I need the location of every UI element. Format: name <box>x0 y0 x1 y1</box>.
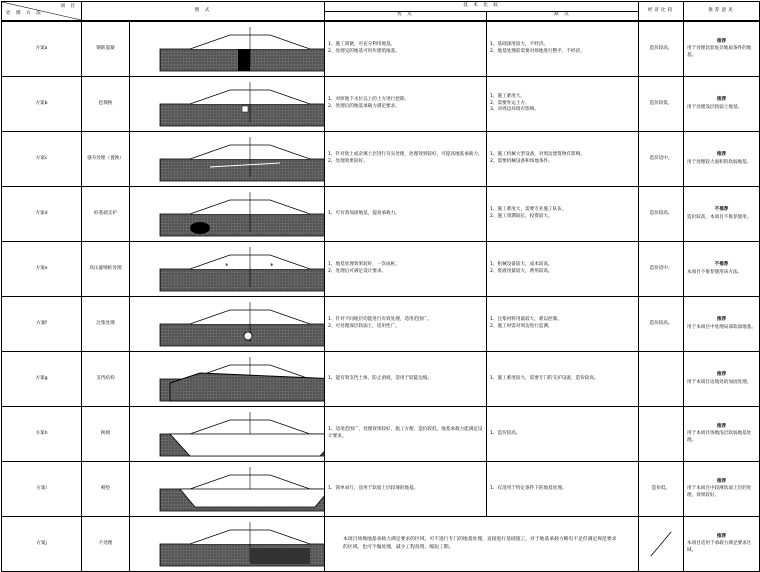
disadvantages-cell <box>487 407 639 462</box>
recommend-cell <box>684 407 760 462</box>
disadvantage-item: 2、需要外运土方。 <box>490 100 530 106</box>
advantages-cell <box>325 407 487 462</box>
recommend-verdict: 推荐 <box>716 96 727 102</box>
econ-cell: 造价低。 <box>639 462 684 517</box>
recommend-cell <box>684 187 760 242</box>
advantage-item: 2、处理完的地基可用作建筑地基。 <box>328 49 400 54</box>
disadvantage-item: 1、施工难度大，需要专业施工队伍。 <box>490 207 567 213</box>
recommend-cell <box>684 517 760 572</box>
recommend-verdict: 推荐 <box>716 316 727 322</box>
method-name: 钢筋混凝 <box>82 22 130 77</box>
disadvantages-cell <box>487 297 639 352</box>
recommend-cell <box>684 77 760 132</box>
econ-cell: 造价适中。 <box>639 132 684 187</box>
merged-eval-cell: 本项目场地地基承载力满足要求的区域，可不进行专门的地基处理，直接进行基础施工。对于地基承载力略有不足但满足规范要求的区域，也可不做处理，减少工程投资，缩短工期。 <box>325 517 639 572</box>
recommend-verdict: 推荐 <box>716 38 727 44</box>
recommend-cell <box>684 462 760 517</box>
recommend-note: 用于处理较大面积的软弱地基。 <box>687 159 752 165</box>
table-row <box>2 407 760 462</box>
advantage-item: 1、施工简便，可充分利用地基。 <box>328 42 396 48</box>
disadvantage-item: 2、施工时需对周边进行监测。 <box>490 324 553 329</box>
scheme-id: 方案e <box>2 242 82 297</box>
advantage-item: 2、处理后的地基承载力满足要求。 <box>328 104 400 109</box>
scheme-sketch-image <box>130 188 325 240</box>
recommend-cell <box>684 242 760 297</box>
table-row <box>2 242 760 297</box>
recommend-header: 推荐意见 <box>684 2 760 21</box>
recommend-cell <box>684 297 760 352</box>
sketch-cell <box>130 352 325 407</box>
disadvantage-item: 1、施工难度较大，需要专门的支护设备，造价较高。 <box>490 375 599 381</box>
method-name: 褥垫 <box>82 462 130 517</box>
disadvantage-item: 2、需要机械设备和场地条件。 <box>490 159 553 164</box>
method-name: 不处理 <box>82 517 130 572</box>
method-name: 支挡结构 <box>82 352 130 407</box>
corner-bottom-label: 处 理 方 法 <box>6 11 43 17</box>
comparison-table <box>1 1 760 21</box>
recommend-cell <box>684 352 760 407</box>
tech-eval-header: 技 术 比 较 <box>325 2 639 12</box>
method-name: 桩基础支护 <box>82 187 130 242</box>
disadvantage-item: 1、注浆材料用量较大，难以控制。 <box>490 317 562 323</box>
table-row <box>2 462 760 517</box>
table-row <box>2 352 760 407</box>
sketch-cell <box>130 242 325 297</box>
recommend-note: 用于处理浅层软弱土地基。 <box>687 104 743 110</box>
table-row <box>2 132 760 187</box>
recommend-verdict: 推荐 <box>716 151 727 157</box>
advantage-item: 1、简单易行，适用于软弱土层较薄的地基。 <box>328 485 419 491</box>
econ-cell <box>639 407 684 462</box>
method-name: 高压旋喷桩处理 <box>82 242 130 297</box>
disadvantage-item: 1、造价较高。 <box>490 430 521 436</box>
sketch-cell <box>130 517 325 572</box>
recommend-note: 本项目不推荐使用该方法。 <box>687 269 743 275</box>
sketch-cell <box>130 187 325 242</box>
slash-mark <box>639 517 683 571</box>
recommend-note: 本项目适用于承载力满足要求区域。 <box>687 541 752 553</box>
disadvantage-item: 2、施工周期较长，投资较大。 <box>490 214 553 219</box>
advantages-cell <box>325 187 487 242</box>
scheme-sketch-image <box>130 518 325 570</box>
scheme-id: 方案c <box>2 132 82 187</box>
disadvantage-item: 1、基础深度较大，不经济。 <box>490 42 549 48</box>
econ-cell: 造价较高。 <box>639 297 684 352</box>
table-row <box>2 187 760 242</box>
sketch-cell <box>130 77 325 132</box>
scheme-sketch-image <box>130 298 325 350</box>
scheme-id: 方案f <box>2 297 82 352</box>
recommend-verdict: 推荐 <box>716 478 727 484</box>
scheme-sketch-image <box>130 133 325 185</box>
advantage-item: 1、针对软土或杂填土层进行夯实处理，处理效果较好，可提高地基承载力。 <box>328 152 483 158</box>
disadvantage-item: 3、对周边环境有影响。 <box>490 107 539 113</box>
method-name: 强夯处理（置换） <box>82 132 130 187</box>
advantages-cell <box>325 352 487 407</box>
disadvantage-item: 2、地基处理前需要对场地进行整平，不经济。 <box>490 49 585 54</box>
advantages-cell <box>325 462 487 517</box>
table-row <box>2 297 760 352</box>
disadvantages-cell <box>487 22 639 77</box>
scheme-sketch-image <box>130 408 325 460</box>
disadvantages-cell <box>487 242 639 297</box>
disadvantage-item: 1、施工机械大型设备，对周边建筑物有影响。 <box>490 152 585 158</box>
scheme-sketch-image <box>130 243 325 295</box>
disadvantages-cell <box>487 187 639 242</box>
disadvantage-item: 2、浆液用量较大，费用较高。 <box>490 269 553 274</box>
disadvantages-cell <box>487 352 639 407</box>
scheme-id: 方案h <box>2 407 82 462</box>
advantages-cell <box>325 77 487 132</box>
sketch-col-header: 图 式 <box>82 2 325 21</box>
sketch-cell <box>130 407 325 462</box>
econ-cell <box>639 517 684 572</box>
econ-cell: 造价较高。 <box>639 22 684 77</box>
recommend-verdict: 推荐 <box>716 371 727 377</box>
scheme-id: 方案d <box>2 187 82 242</box>
advantage-item: 2、处理后可满足设计要求。 <box>328 269 387 274</box>
advantages-cell <box>325 132 487 187</box>
scheme-sketch-image <box>130 353 325 405</box>
svg-text:*: * <box>270 262 274 270</box>
advantage-item: 2、可处理深层软弱土，适用性广。 <box>328 324 400 329</box>
disadvantages-cell <box>487 132 639 187</box>
econ-cell <box>639 352 684 407</box>
scheme-sketch-image <box>130 463 325 515</box>
scheme-id: 方案g <box>2 352 82 407</box>
sketch-cell <box>130 22 325 77</box>
sketch-cell <box>130 462 325 517</box>
advantage-item: 1、对原地下水位以上的土方进行挖除。 <box>328 97 410 103</box>
scheme-id: 方案b <box>2 77 82 132</box>
table-row <box>2 22 760 77</box>
econ-header: 经济比较 <box>639 2 684 21</box>
table-row <box>2 77 760 132</box>
recommend-cell <box>684 132 760 187</box>
advantage-item: 2、处理效果较好。 <box>328 159 368 164</box>
corner-header <box>2 2 82 21</box>
advantage-item: 1、地基处理效果较好，一次成桩。 <box>328 262 400 268</box>
method-name: 挖填换 <box>82 77 130 132</box>
recommend-note: 用于本项目中较薄软弱土层的处理，效果较好。 <box>687 486 752 498</box>
scheme-id: 方案j <box>2 517 82 572</box>
disadvantages-cell <box>487 462 639 517</box>
scheme-sketch-image <box>130 78 325 130</box>
advantages-cell <box>325 297 487 352</box>
recommend-verdict: 推荐 <box>716 423 727 429</box>
advantage-item: 1、适用范围广，处理效果较好，施工方便，造价较低，地基承载力能满足设计要求。 <box>328 427 483 439</box>
sketch-cell <box>130 132 325 187</box>
advantages-header: 优 点 <box>325 11 487 21</box>
econ-cell: 造价适中。 <box>639 242 684 297</box>
advantage-item: 1、针对不同地层均能进行有效处理，适用范围广。 <box>328 317 432 323</box>
scheme-id: 方案a <box>2 22 82 77</box>
recommend-note: 造价较高，本项目不推荐使用。 <box>687 214 752 220</box>
disadvantages-cell <box>487 77 639 132</box>
advantages-cell <box>325 242 487 297</box>
table-row <box>2 517 760 572</box>
recommend-note: 用于本项目中处理局部软弱地基。 <box>687 324 756 330</box>
recommend-verdict: 不推荐 <box>714 206 729 212</box>
scheme-sketch-image <box>130 23 325 75</box>
scheme-id: 方案i <box>2 462 82 517</box>
advantage-item: 1、能有效支挡土体，防止滑坡，适用于较陡边坡。 <box>328 375 432 381</box>
method-name: 注浆处理 <box>82 297 130 352</box>
recommend-verdict: 推荐 <box>716 533 727 539</box>
scheme-rows <box>1 21 760 572</box>
recommend-verdict: 不推荐 <box>714 261 729 267</box>
svg-text:*: * <box>225 262 229 270</box>
disadvantages-header: 缺 点 <box>487 11 639 21</box>
recommend-note: 用于本项目边坡处的加固处理。 <box>687 379 752 385</box>
disadvantage-item: 1、机械设备较大，成本较高。 <box>490 262 553 268</box>
econ-cell: 造价较高。 <box>639 187 684 242</box>
method-name: 换填 <box>82 407 130 462</box>
disadvantage-item: 1、仅适用于特定条件下的地基处理。 <box>490 485 567 491</box>
sketch-cell <box>130 297 325 352</box>
advantages-cell <box>325 22 487 77</box>
corner-top-label: 项 目 <box>60 4 77 9</box>
recommend-cell <box>684 22 760 77</box>
advantage-item: 1、可有效加固地基，提高承载力。 <box>328 210 400 216</box>
recommend-note: 用于本项目场地浅层软弱地基处理。 <box>687 431 752 443</box>
disadvantage-item: 1、施工难度大。 <box>490 94 526 100</box>
recommend-note: 用于处理比较复杂地质条件的地基。 <box>687 46 752 58</box>
econ-cell: 造价较低。 <box>639 77 684 132</box>
